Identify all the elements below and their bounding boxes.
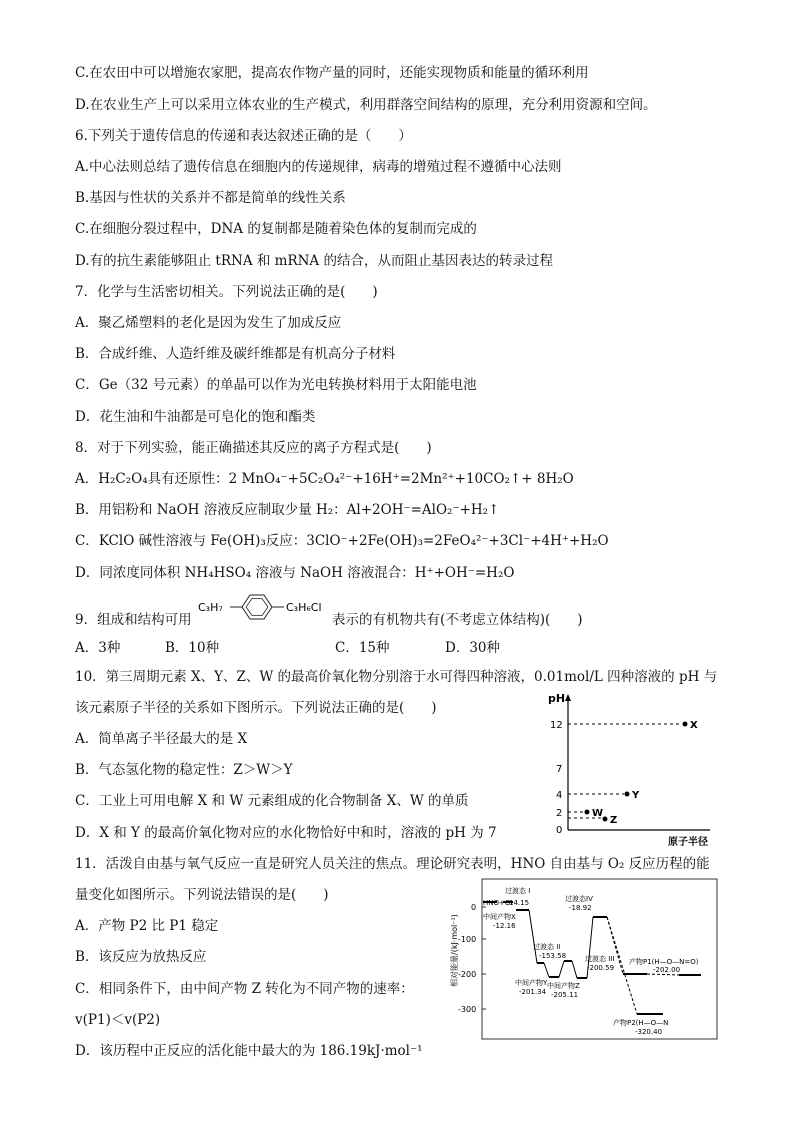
ytick-300: -300 (458, 1005, 477, 1014)
option-6b: B.基因与性状的关系并不都是简单的线性关系 (75, 190, 346, 206)
option-10d: D．X 和 Y 的最高价氧化物对应的水化物恰好中和时，溶液的 pH 为 7 (75, 825, 497, 841)
option-6a: A.中心法则总结了遗传信息在细胞内的传递规律，病毒的增殖过程不遵循中心法则 (75, 159, 562, 175)
option-11c: C．相同条件下，由中间产物 Z 转化为不同产物的速率： (75, 981, 414, 997)
question-10: 10．第三周期元素 X、Y、Z、W 的最高价氧化物分别溶于水可得四种溶液，0.01mol/L 四种溶液的 pH 与 (75, 669, 718, 685)
tick-4: 4 (556, 790, 563, 801)
point-x: X (690, 720, 698, 731)
option-9d: D．30种 (445, 640, 501, 656)
tick-12: 12 (550, 720, 563, 731)
state-ts3-value: -200.59 (587, 964, 615, 972)
option-10a: A．简单离子半径最大的是 X (75, 731, 248, 747)
question-11: 11．活泼自由基与氧气反应一直是研究人员关注的焦点。理论研究表明，HNO 自由基与 O₂ 反应历程的能 (75, 856, 710, 872)
state-int-x-value: -12.16 (493, 922, 516, 930)
energy-chart (447, 877, 722, 1042)
state-p2-value: -320.40 (635, 1028, 663, 1036)
state-int-y: 中间产物Y (515, 979, 548, 987)
option-10c: C．工业上可用电解 X 和 W 元素组成的化合物制备 X、W 的单质 (75, 793, 469, 809)
question-7: 7．化学与生活密切相关。下列说法正确的是( ) (75, 284, 378, 300)
state-p1: 产物P1(H—O—N=O) (629, 958, 699, 966)
option-6d: D.有的抗生素能够阻止 tRNA 和 mRNA 的结合，从而阻止基因表达的转录过程 (75, 253, 553, 269)
ytick-200: -200 (458, 970, 477, 979)
energy-y-label: 相对能量/(kJ·mol⁻¹) (450, 914, 459, 987)
ytick-0: 0 (471, 903, 477, 912)
option-6c: C.在细胞分裂过程中，DNA 的复制都是随着染色体的复制而完成的 (75, 221, 477, 237)
option-11a: A．产物 P2 比 P1 稳定 (75, 918, 219, 934)
question-8: 8．对于下列实验，能正确描述其反应的离子方程式是( ) (75, 440, 432, 456)
question-11-cont: 量变化如图所示。下列说法错误的是( ) (75, 887, 329, 903)
option-7d: D．花生油和牛油都是可皂化的饱和酯类 (75, 409, 316, 425)
option-8a: A．H₂C₂O₄具有还原性：2 MnO₄⁻+5C₂O₄²⁻+16H⁺=2Mn²⁺+10CO₂↑+ 8H₂O (75, 471, 574, 487)
question-6: 6.下列关于遗传信息的传递和表达叙述正确的是（ ） (75, 128, 412, 144)
option-8c: C．KClO 碱性溶液与 Fe(OH)₃反应：3ClO⁻+2Fe(OH)₃=2FeO₄²⁻+3Cl⁻+4H⁺+H₂O (75, 533, 609, 549)
state-p1-value: -202.00 (653, 966, 681, 974)
question-9-end: 表示的有机物共有(不考虑立体结构)( ) (332, 612, 583, 628)
tick-0: 0 (556, 825, 563, 836)
question-9-start: 9．组成和结构可用 (75, 612, 192, 628)
benzene-structure (198, 590, 330, 626)
option-11b: B．该反应为放热反应 (75, 949, 207, 965)
state-int-z-value: -205.11 (551, 991, 579, 999)
text-line: D.在农业生产上可以采用立体农业的生产模式，利用群落空间结构的原理，充分利用资源和空间。 (75, 97, 657, 113)
struct-right-label: C₃H₆Cl (286, 601, 322, 614)
ph-chart (540, 690, 720, 850)
ph-axis-label: pH (548, 692, 566, 705)
state-ts4-value: -18.92 (569, 904, 592, 912)
state-ts2: 过渡态 II (533, 943, 561, 951)
struct-left-label: C₃H₇ (198, 601, 223, 614)
state-int-x: 中间产物X (483, 913, 516, 921)
option-7a: A．聚乙烯塑料的老化是因为发生了加成反应 (75, 315, 342, 331)
option-8d: D．同浓度同体积 NH₄HSO₄ 溶液与 NaOH 溶液混合：H⁺+OH⁻=H₂O (75, 565, 515, 581)
state-ts2-value: -153.58 (539, 952, 567, 960)
option-8b: B．用铝粉和 NaOH 溶液反应制取少量 H₂：Al+2OH⁻=AlO₂⁻+H₂↑ (75, 502, 500, 518)
state-int-z: 中间产物Z (547, 982, 580, 990)
point-z: Z (610, 815, 618, 826)
point-y: Y (632, 790, 640, 801)
option-11d: D．该历程中正反应的活化能中最大的为 186.19kJ·mol⁻¹ (75, 1043, 423, 1059)
option-7b: B．合成纤维、人造纤维及碳纤维都是有机高分子材料 (75, 346, 396, 362)
state-int-y-value: -201.34 (519, 988, 547, 996)
question-10-cont: 该元素原子半径的关系如下图所示。下列说法正确的是( ) (75, 700, 437, 716)
option-10b: B．气态氢化物的稳定性：Z＞W＞Y (75, 762, 293, 778)
tick-7: 7 (556, 764, 563, 775)
state-ts3: 过渡态 III (585, 955, 615, 963)
option-11c-cont: v(P1)＜v(P2) (75, 1012, 161, 1028)
state-reactants-value: 14.15 (509, 899, 530, 907)
state-reactants: HNO+O₂ (483, 899, 514, 907)
option-9b: B．10种 (165, 640, 220, 656)
option-9a: A．3种 (75, 640, 121, 656)
state-ts4: 过渡态IV (565, 895, 593, 903)
x-axis-label: 原子半径 (668, 837, 708, 848)
tick-2: 2 (556, 808, 563, 819)
state-ts1: 过渡态 I (505, 887, 531, 895)
option-9c: C．15种 (335, 640, 390, 656)
ytick-100: -100 (458, 935, 477, 944)
state-p2: 产物P2(H—O—N (613, 1019, 669, 1027)
point-w: W (592, 808, 604, 819)
text-line: C.在农田中可以增施农家肥，提高农作物产量的同时，还能实现物质和能量的循环利用 (75, 65, 589, 81)
option-7c: C．Ge（32 号元素）的单晶可以作为光电转换材料用于太阳能电池 (75, 377, 477, 393)
